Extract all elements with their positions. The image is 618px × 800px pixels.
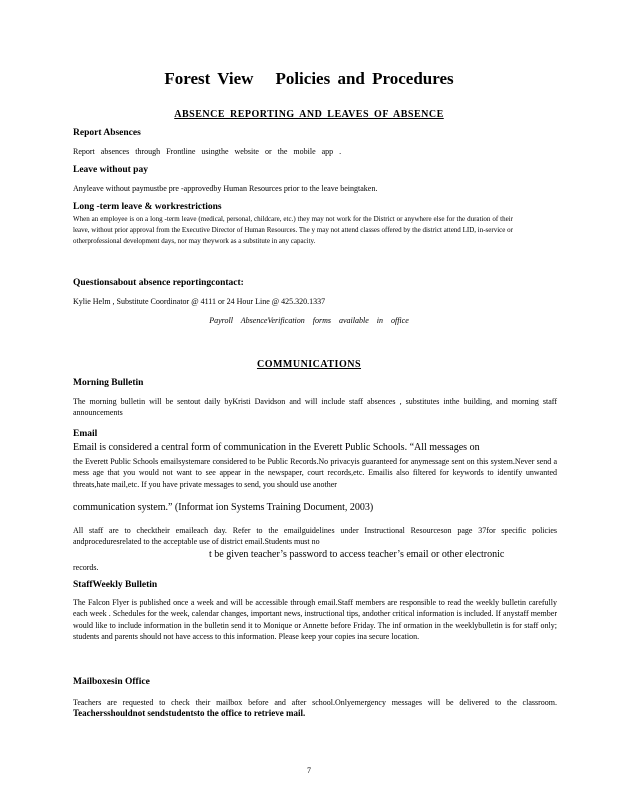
- email-heading: Email: [73, 429, 98, 439]
- morning-bulletin-text: The morning bulletin will be sentout daily byKristi Davidson and will include staff absences , substitutes inthe building, and morning staff announcements: [73, 397, 557, 418]
- page-number: 7: [307, 766, 311, 775]
- questions-heading: Questionsabout absence reportingcontact:: [73, 278, 244, 288]
- title-left: Forest View: [164, 69, 254, 88]
- communications-section-heading: COMMUNICATIONS: [256, 359, 362, 370]
- mailboxes-text: Teachers are requested to check their mailbox before and after school.Onlyemergency messages will be delivered to the classroom. Teachersshouldnot sendstudentsto the office to retrieve mail.: [73, 698, 557, 719]
- long-term-leave-heading: Long -term leave & workrestrictions: [73, 202, 222, 212]
- email-lead-text: Email is considered a central form of communication in the Everett Public Schools. “All messages on: [73, 442, 480, 453]
- report-absences-text: Report absences through Frontline usingthe website or the mobile app .: [73, 147, 342, 156]
- morning-bulletin-heading: Morning Bulletin: [73, 378, 144, 388]
- payroll-forms-note: Payroll AbsenceVerification forms available in office: [209, 316, 409, 325]
- email-policy-text: the Everett Public Schools emailsystemare considered to be Public Records.No privacyis guaranteed for anymessage sent on this system.Never send a mess age that you would not want to see appear in the newspaper, court records,etc. Emailis also filtered for keywords to identify unwanted threats,hate mail,etc. If you have private messages to send, you should use another: [73, 457, 557, 489]
- mailboxes-bold-note: Teachersshouldnot sendstudentsto the office to retrieve mail.: [73, 708, 306, 719]
- email-guidelines-text: All staff are to checktheir emaileach day. Refer to the emailguidelines under Instructional Resourceson page 37for specific policies andproceduresrelated to the acceptable use of district email.Students must no: [73, 526, 557, 547]
- email-guidelines-end: records.: [73, 563, 99, 572]
- staff-weekly-bulletin-text: The Falcon Flyer is published once a week and will be accessible through email.Staff members are responsible to read the weekly bulletin carefully each week . Schedules for the week, calendar changes, important news, instructional tips, andother critical information is included. If anystaff member would like to include information in the bulletin send it to Monique or Annette before Friday. The inf ormation in the weeklybulletin is for staff only; students and parents should not have access to this information. Please keep your copies ina secure location.: [73, 598, 557, 641]
- page-title: [0, 69, 618, 89]
- report-absences-heading: Report Absences: [73, 128, 141, 138]
- questions-contact-text: Kylie Helm , Substitute Coordinator @ 4111 or 24 Hour Line @ 425.320.1337: [73, 297, 326, 306]
- staff-weekly-bulletin-heading: StaffWeekly Bulletin: [73, 580, 158, 590]
- long-term-leave-text: When an employee is on a long -term leave (medical, personal, childcare, etc.) they may not work for the District or anywhere else for the duration of their leave, without prior approval from the Executive Director of Human Resources. The y may not attend classes offered by the district attend LID, in-service or otherprofessional development days, nor may theywork as a substitute in any capacity.: [73, 215, 513, 246]
- title-right: Policies and Procedures: [275, 69, 454, 88]
- email-guidelines-continued: t be given teacher’s password to access teacher’s email or other electronic: [209, 549, 505, 560]
- mailboxes-heading: Mailboxesin Office: [73, 677, 150, 687]
- leave-without-pay-text: Anyleave without paymustbe pre -approvedby Human Resources prior to the leave beingtaken.: [73, 184, 378, 193]
- absence-section-heading: ABSENCE REPORTING AND LEAVES OF ABSENCE: [174, 109, 444, 120]
- leave-without-pay-heading: Leave without pay: [73, 165, 148, 175]
- email-policy-end: communication system.” (Informat ion Systems Training Document, 2003): [73, 502, 374, 513]
